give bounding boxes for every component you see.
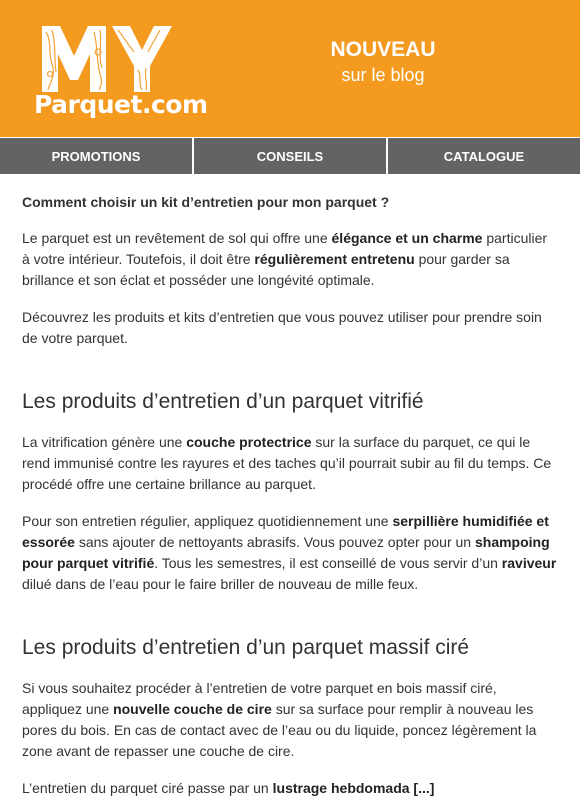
nav-item-promotions[interactable]: PROMOTIONS	[0, 138, 194, 174]
myparquet-logo[interactable]	[34, 22, 208, 122]
paragraph-intro: Le parquet est un revêtement de sol qui offre une élégance et un charme particulier à votre intérieur. Toutefois, il doit être régulièrement entretenu pour garder sa brillance et son éclat et posséder une longévité optimale.	[22, 230, 548, 288]
nav-item-conseils[interactable]: CONSEILS	[194, 138, 388, 174]
article-lead: Comment choisir un kit d’entretien pour mon parquet ?	[22, 194, 390, 210]
paragraph-discover: Découvrez les produits et kits d’entretien que vous pouvez utiliser pour prendre soin de votre parquet.	[22, 309, 542, 346]
logo-wordmark: Parquet.com	[34, 90, 208, 119]
headline-title: NOUVEAU	[330, 38, 436, 61]
logo-my-letters-icon	[38, 22, 178, 94]
article-body	[0, 174, 580, 799]
heading-vitrifie: Les produits d’entretien d’un parquet vitrifié	[22, 390, 424, 413]
nav-item-catalogue[interactable]: CATALOGUE	[443, 148, 525, 164]
paragraph-cire: Si vous souhaitez procéder à l’entretien de votre parquet en bois massif ciré, appliquez une nouvelle couche de cire sur sa surface pour remplir à nouveau les pores du bois. En cas de contact avec de l’eau ou du liquide, poncez légèrement la zone avant de repasser une couche de cire.	[22, 680, 537, 759]
paragraph-vitrification: La vitrification génère une couche protectrice sur la surface du parquet, ce qui le rend immunisé contre les rayures et des taches qu’il pourrait subir au fil du temps. Ce procédé offre une certaine brillance au parquet.	[22, 434, 552, 492]
email-header	[0, 0, 580, 137]
paragraph-lustrage: L’entretien du parquet ciré passe par un lustrage hebdomada [...]	[22, 780, 435, 796]
paragraph-entretien-regulier: Pour son entretien régulier, appliquez quotidiennement une serpillière humidifiée et essorée sans ajouter de nettoyants abrasifs. Vous pouvez opter pour un shampoing pour parquet vitrifié. Tous les semestres, il est conseillé de vous servir d’un raviveur dilué dans de l’eau pour le faire briller de nouveau de mille feux.	[22, 513, 557, 592]
main-nav	[0, 137, 580, 174]
headline-subtitle: sur le blog	[341, 65, 425, 85]
header-headline-block	[283, 38, 483, 88]
heading-cire: Les produits d’entretien d’un parquet massif ciré	[22, 636, 470, 659]
